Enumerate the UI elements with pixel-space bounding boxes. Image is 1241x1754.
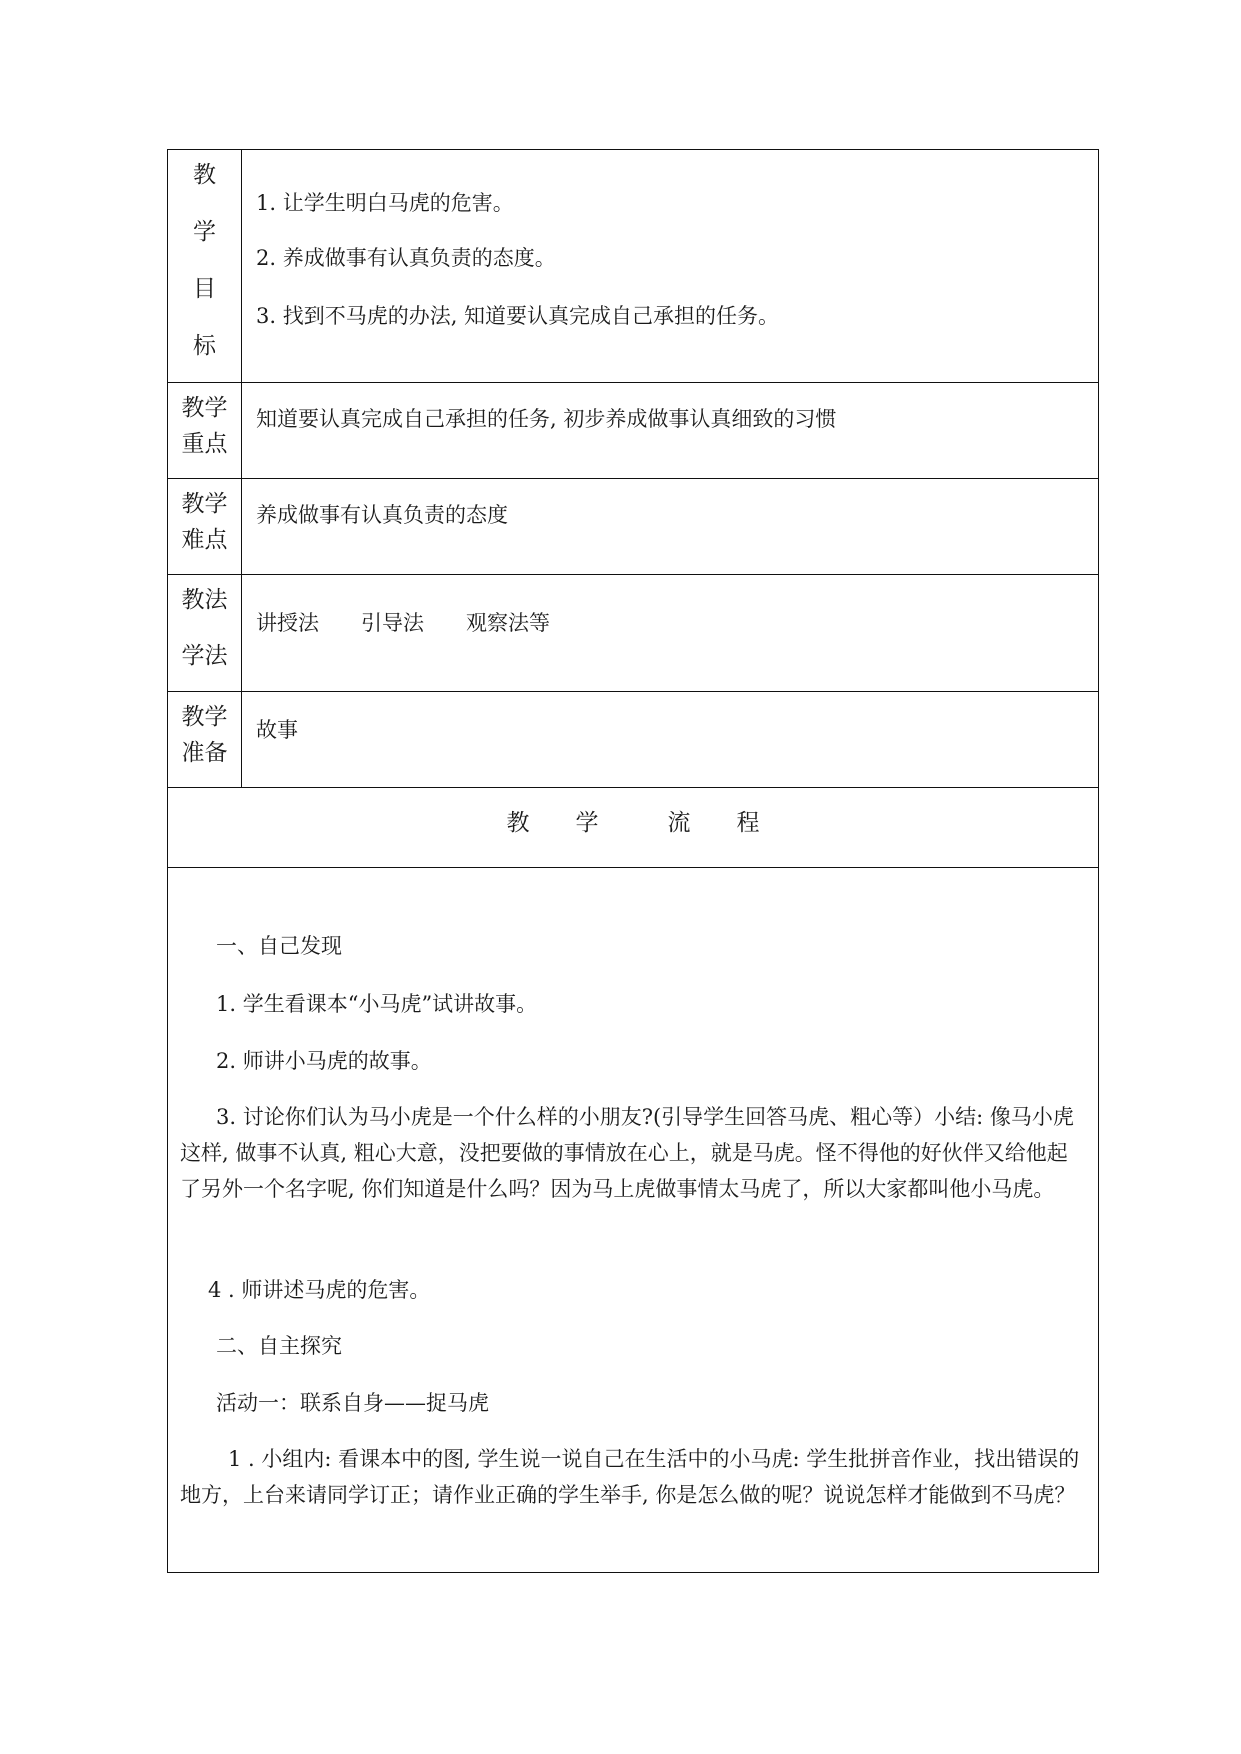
flow-content [168,868,1098,1572]
key-points-label-line: 重点 [181,431,228,457]
preparation-label-line: 准备 [181,740,228,766]
key-points-content [256,383,1088,478]
activity-heading: 活动一：联系自身——捉马虎 [216,1391,489,1415]
key-points-row [168,383,1098,479]
methods-label-line: 学法 [181,643,228,669]
difficulties-label-line: 教学 [181,491,228,517]
difficulties-label [168,479,242,574]
objective-item: 1. 让学生明白马虎的危害。 [256,191,514,215]
objectives-content [256,150,1088,382]
methods-text: 讲授法 引导法 观察法等 [256,611,550,635]
difficulties-text: 养成做事有认真负责的态度 [256,503,508,527]
flow-item: 4 . 师讲述马虎的危害。 [208,1278,431,1302]
methods-label [168,575,242,691]
objectives-label-char: 目 [193,276,216,302]
flow-paragraph: 1 . 小组内: 看课本中的图, 学生说一说自己在生活中的小马虎: 学生批拼音作业，找出错误的地方，上台来请同学订正；请作业正确的学生举手, 你是怎么做的呢？说说怎样才能做到不马虎？ [180,1447,1080,1507]
preparation-label-line: 教学 [181,704,228,730]
difficulties-row [168,479,1098,575]
section-heading: 二、自主探究 [216,1334,342,1358]
difficulties-label-line: 难点 [181,527,228,553]
methods-row [168,575,1098,692]
key-points-text: 知道要认真完成自己承担的任务, 初步养成做事认真细致的习惯 [256,407,837,431]
flow-title-row [168,788,1098,868]
preparation-text: 故事 [256,718,298,742]
preparation-content [256,692,1088,787]
flow-item: 2. 师讲小马虎的故事。 [216,1049,432,1073]
objectives-label-char: 学 [193,219,216,245]
objectives-label [168,150,242,382]
objective-item: 2. 养成做事有认真负责的态度。 [256,246,556,270]
objectives-label-char: 教 [193,162,216,188]
difficulties-content [256,479,1088,574]
flow-paragraph: 3. 讨论你们认为马小虎是一个什么样的小朋友?(引导学生回答马虎、粗心等）小结: 像马小虎这样, 做事不认真, 粗心大意，没把要做的事情放在心上，就是马虎。怪不得他的好伙伴又给他起了另外一个名字呢, 你们知道是什么吗？因为马上虎做事情太马虎了，所以大家都叫他小马虎。 [180,1105,1074,1201]
objectives-row [168,150,1098,383]
preparation-label [168,692,242,787]
methods-label-line: 教法 [181,587,228,613]
flow-item: 1. 学生看课本“小马虎”试讲故事。 [216,992,538,1016]
section-heading: 一、自己发现 [216,934,342,958]
flow-title: 教 学 流 程 [506,810,760,836]
preparation-row [168,692,1098,788]
objective-item: 3. 找到不马虎的办法, 知道要认真完成自己承担的任务。 [256,304,780,328]
lesson-plan-table [167,149,1099,1573]
key-points-label [168,383,242,478]
objectives-label-char: 标 [193,333,216,359]
key-points-label-line: 教学 [181,395,228,421]
methods-content [256,575,1088,691]
